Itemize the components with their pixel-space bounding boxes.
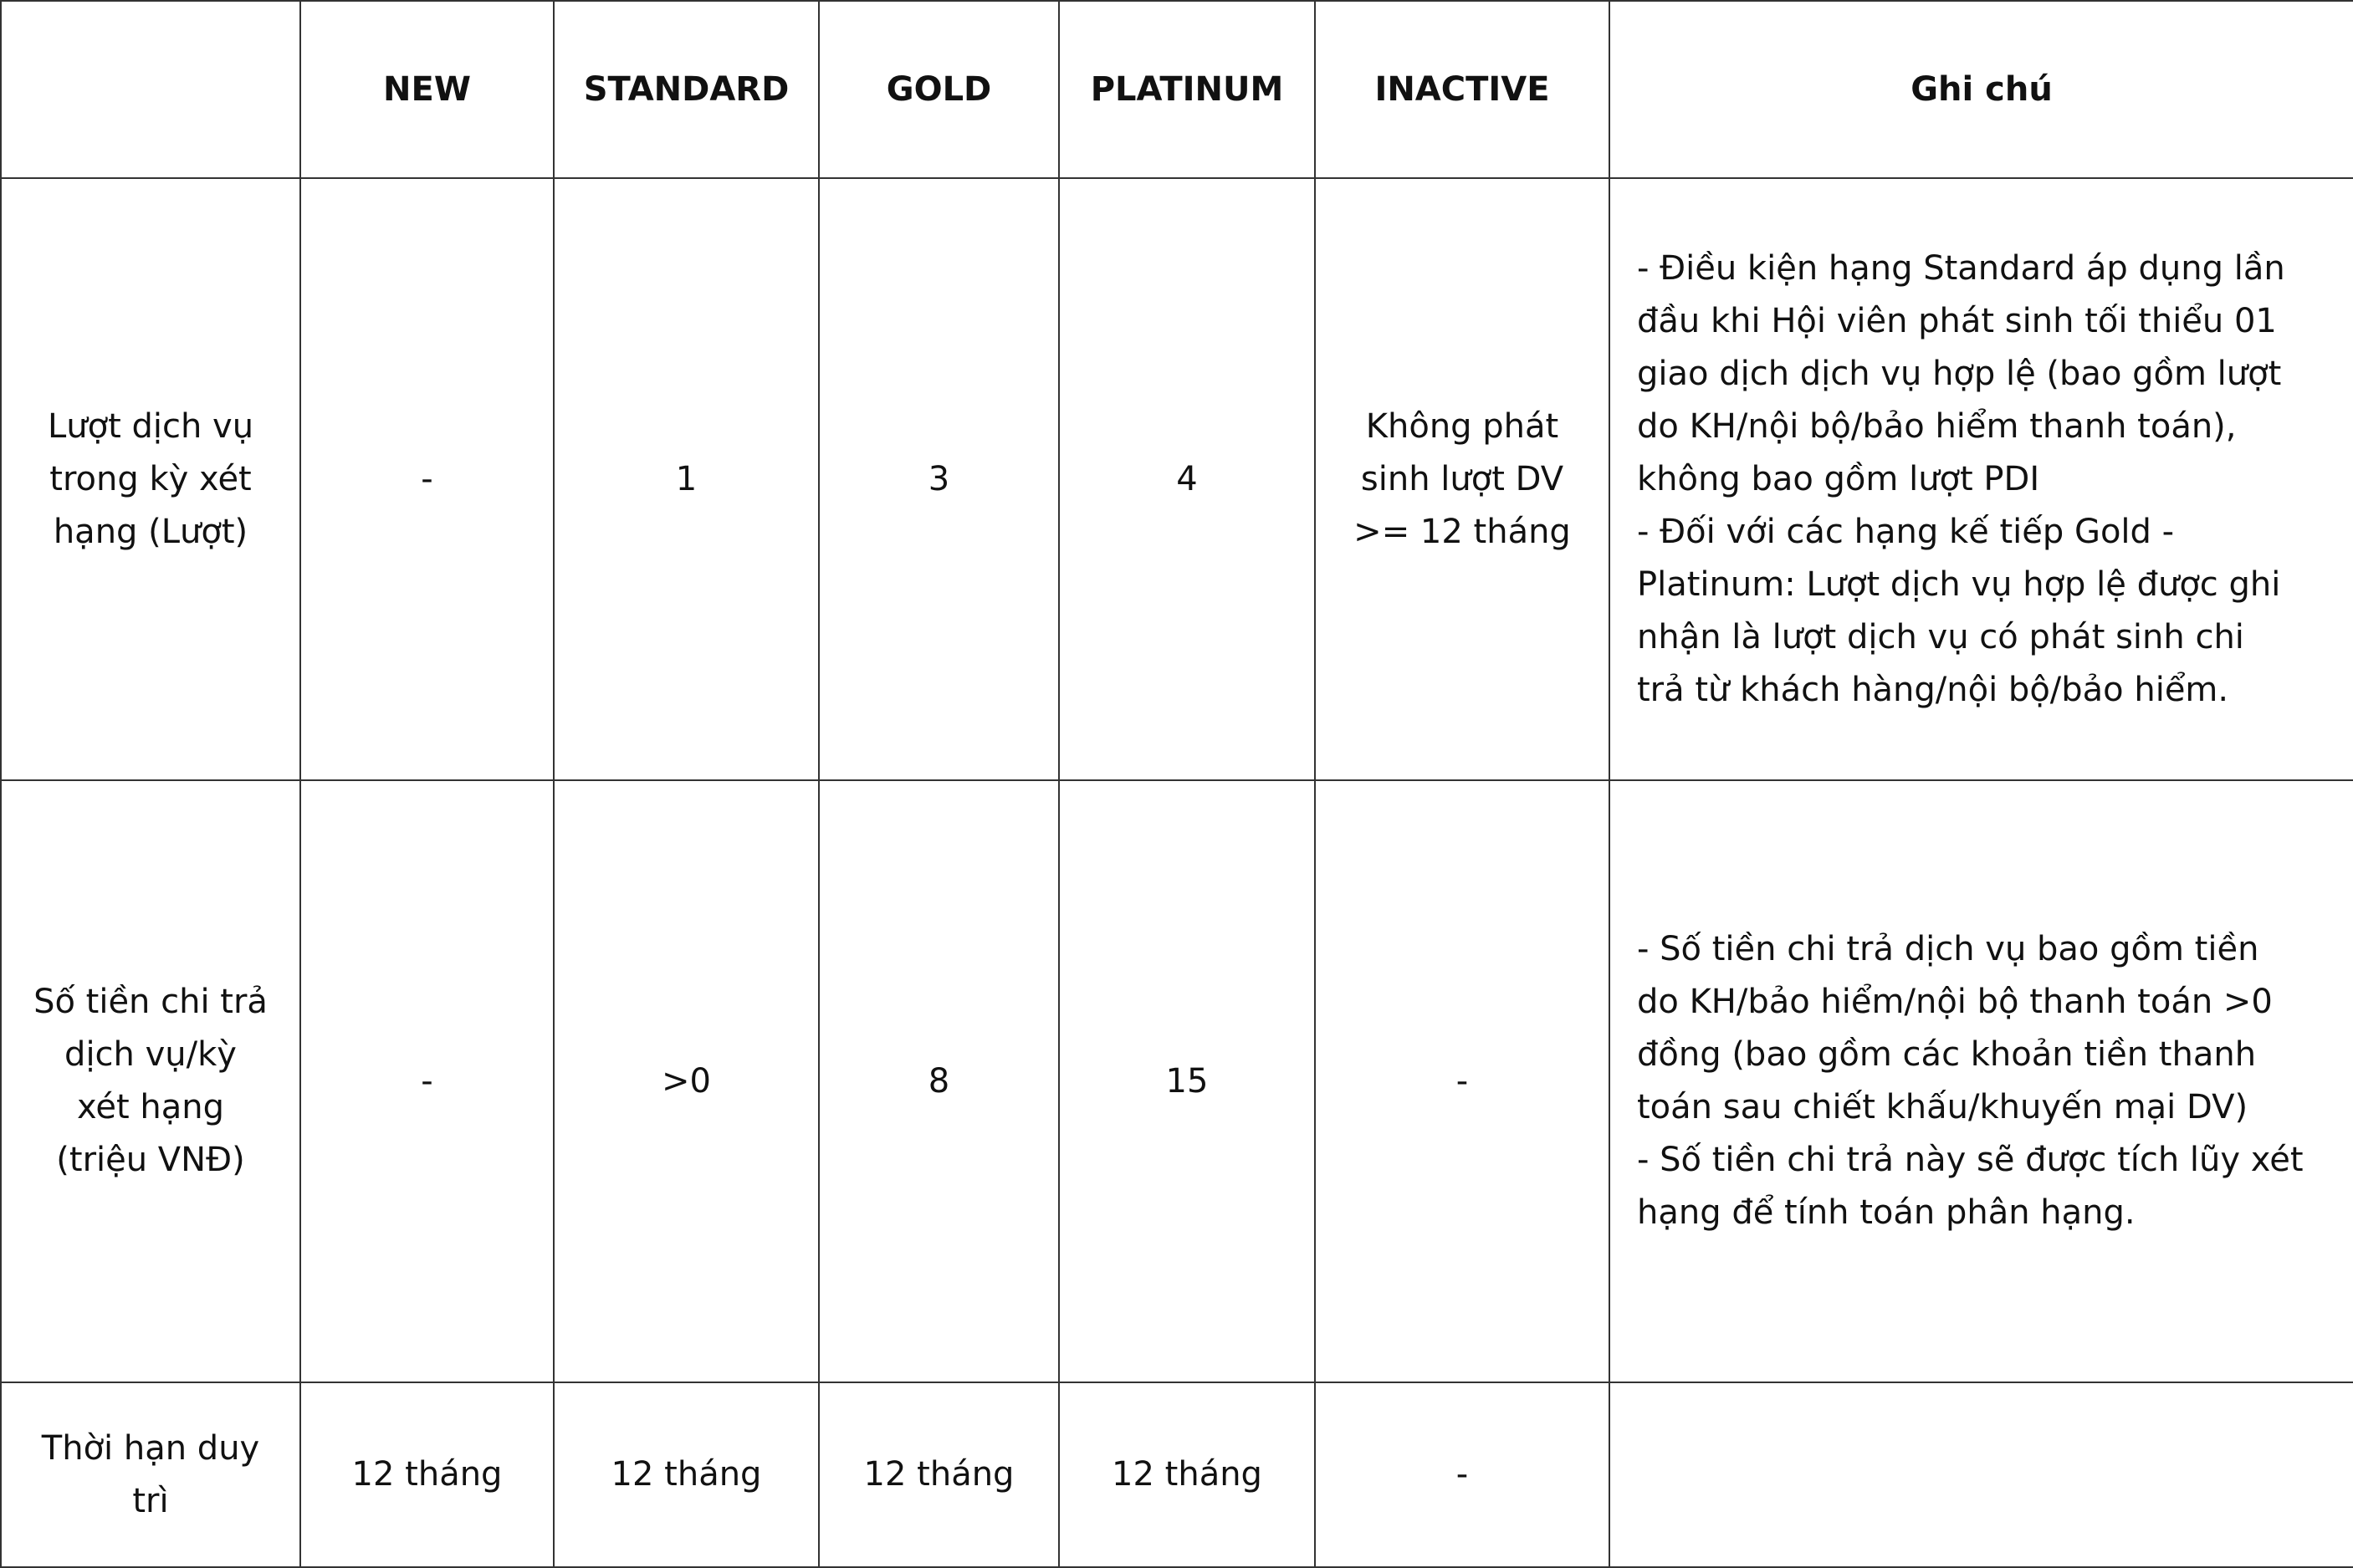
row-label-spending (1, 780, 300, 1382)
header-platinum: PLATINUM (1059, 1, 1315, 178)
cell-platinum-service-count: 4 (1059, 178, 1315, 780)
table-row-duration (1, 1382, 2353, 1567)
cell-standard-duration: 12 tháng (554, 1382, 819, 1567)
row-label-line: Thời hạn duy (41, 1428, 260, 1468)
note-line: đồng (bao gồm các khoản tiền thanh (1637, 1035, 2257, 1074)
header-row (1, 1, 2353, 178)
inactive-line: - (1455, 1061, 1469, 1101)
row-label-line: xét hạng (76, 1088, 225, 1126)
note-line: nhận là lượt dịch vụ có phát sinh chi (1637, 617, 2244, 656)
note-line: không bao gồm lượt PDI (1637, 459, 2040, 498)
note-service-count (1609, 178, 2353, 780)
row-label-line: Lượt dịch vụ (47, 406, 254, 446)
note-line: - Đối với các hạng kế tiếp Gold - (1637, 512, 2175, 551)
note-duration (1609, 1382, 2353, 1567)
note-line: đầu khi Hội viên phát sinh tối thiểu 01 (1637, 301, 2277, 340)
cell-inactive-duration (1315, 1382, 1609, 1567)
inactive-line: >= 12 tháng (1353, 512, 1571, 551)
cell-gold-service-count: 3 (819, 178, 1059, 780)
row-label-line: dịch vụ/kỳ (64, 1035, 237, 1074)
row-label-line: (triệu VNĐ) (56, 1141, 245, 1179)
cell-inactive-service-count (1315, 178, 1609, 780)
row-label-line: trong kỳ xét (49, 459, 252, 498)
table-row-service-count (1, 178, 2353, 780)
cell-standard-spending: >0 (554, 780, 819, 1382)
note-line: hạng để tính toán phân hạng. (1637, 1193, 2136, 1232)
note-line: do KH/bảo hiểm/nội bộ thanh toán >0 (1637, 983, 2273, 1021)
note-spending (1609, 780, 2353, 1382)
cell-gold-spending: 8 (819, 780, 1059, 1382)
header-corner-cell (1, 1, 300, 178)
note-line: - Điều kiện hạng Standard áp dụng lần (1637, 248, 2285, 288)
note-line: Platinum: Lượt dịch vụ hợp lệ được ghi (1637, 564, 2281, 604)
cell-inactive-spending (1315, 780, 1609, 1382)
table-row-spending (1, 780, 2353, 1382)
cell-platinum-spending: 15 (1059, 780, 1315, 1382)
cell-gold-duration: 12 tháng (819, 1382, 1059, 1567)
cell-platinum-duration: 12 tháng (1059, 1382, 1315, 1567)
cell-new-spending: - (300, 780, 554, 1382)
row-label-line: Số tiền chi trả (33, 983, 268, 1021)
header-inactive: INACTIVE (1315, 1, 1609, 178)
row-label-duration (1, 1382, 300, 1567)
row-label-line: trì (132, 1481, 169, 1520)
header-new: NEW (300, 1, 554, 178)
inactive-line: sinh lượt DV (1360, 459, 1564, 498)
header-gold: GOLD (819, 1, 1059, 178)
header-standard: STANDARD (554, 1, 819, 178)
note-line: - Số tiền chi trả này sẽ được tích lũy xét (1637, 1141, 2304, 1179)
inactive-line: Không phát (1365, 406, 1559, 446)
row-label-line: hạng (Lượt) (53, 512, 248, 551)
note-line: - Số tiền chi trả dịch vụ bao gồm tiền (1637, 930, 2259, 968)
row-label-service-count (1, 178, 300, 780)
header-note: Ghi chú (1609, 1, 2353, 178)
inactive-line: - (1455, 1455, 1469, 1494)
note-line: do KH/nội bộ/bảo hiểm thanh toán), (1637, 406, 2237, 446)
note-line: toán sau chiết khấu/khuyến mại DV) (1637, 1088, 2248, 1126)
cell-new-service-count: - (300, 178, 554, 780)
note-line: giao dịch dịch vụ hợp lệ (bao gồm lượt (1637, 354, 2282, 393)
cell-new-duration: 12 tháng (300, 1382, 554, 1567)
cell-standard-service-count: 1 (554, 178, 819, 780)
note-line: trả từ khách hàng/nội bộ/bảo hiểm. (1637, 670, 2229, 709)
